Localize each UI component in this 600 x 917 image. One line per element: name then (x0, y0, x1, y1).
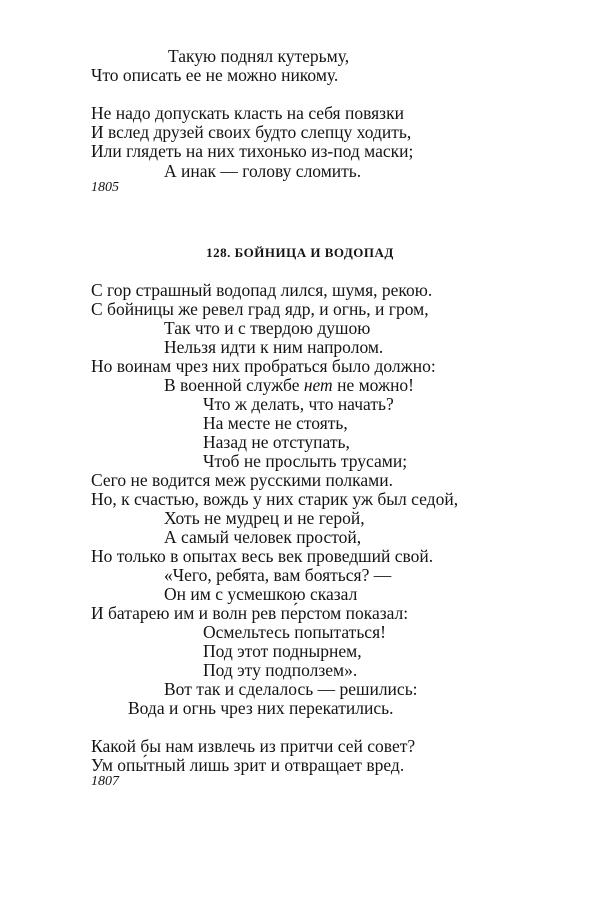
poem-line: Такую поднял кутерьму, (168, 46, 350, 66)
poem-line: Что ж делать, что начать? (203, 394, 394, 414)
poem-number: 128. (206, 245, 231, 260)
poem-line: Что описать ее не можно никому. (91, 65, 339, 85)
poem-line: Назад не отступать, (203, 432, 350, 452)
poem-line-part: не можно! (337, 375, 415, 395)
poem-title (0, 245, 600, 261)
poem-line: Вода и огнь чрез них перекатились. (128, 698, 394, 718)
poem-line: И батарею им и волн рев пе́рстом показал: (91, 603, 409, 623)
poem-line: Ум опы́тный лишь зрит и отвращает вред. (91, 755, 405, 775)
poem-title-text: БОЙНИЦА И ВОДОПАД (234, 245, 394, 260)
poem-line: Он им с усмешкою сказал (164, 584, 358, 604)
poem-line: Осмельтесь попытаться! (203, 622, 386, 642)
poem-line-part: В военной службе (164, 375, 300, 395)
poem-line: Под этот поднырнем, (203, 641, 362, 661)
poem-line: С бойницы же ревел град ядр, и огнь, и гром, (91, 299, 429, 319)
poem-line: Но только в опытах весь век проведший свой. (91, 546, 434, 566)
poem-line: «Чего, ребята, вам бояться? — (164, 565, 392, 585)
poem-line: Под эту подползем». (203, 660, 358, 680)
poem-line: А инак — голову сломить. (164, 161, 362, 181)
poem-line (164, 376, 414, 395)
poem-line: На месте не стоять, (203, 413, 348, 433)
poem-line: Но, к счастью, вождь у них старик уж был седой, (91, 489, 459, 509)
poem-line: Так что и с твердою душою (164, 318, 371, 338)
poem-line: Не надо допускать класть на себя повязки (91, 103, 404, 123)
poem-line: С гор страшный водопад лился, шумя, рекою. (91, 280, 433, 300)
poem-line: Чтоб не прослыть трусами; (203, 451, 408, 471)
poem-line: Нельзя идти к ним напролом. (164, 337, 384, 357)
poem-line: Хоть не мудрец и не герой, (164, 508, 365, 528)
poem-line-emphasis: нет (303, 375, 333, 395)
poem-date: 1807 (91, 774, 119, 789)
poem-line: Но воинам чрез них пробраться было должно: (91, 356, 436, 376)
poem-date: 1805 (91, 180, 119, 195)
poem-line: А самый человек простой, (164, 527, 362, 547)
poem-line: И вслед друзей своих будто слепцу ходить, (91, 122, 412, 142)
poem-line: Вот так и сделалось — решились: (164, 679, 418, 699)
poem-line: Сего не водится меж русскими полками. (91, 470, 393, 490)
poem-line: Какой бы нам извлечь из притчи сей совет? (91, 736, 416, 756)
poem-line: Или глядеть на них тихонько из-под маски; (91, 141, 414, 161)
